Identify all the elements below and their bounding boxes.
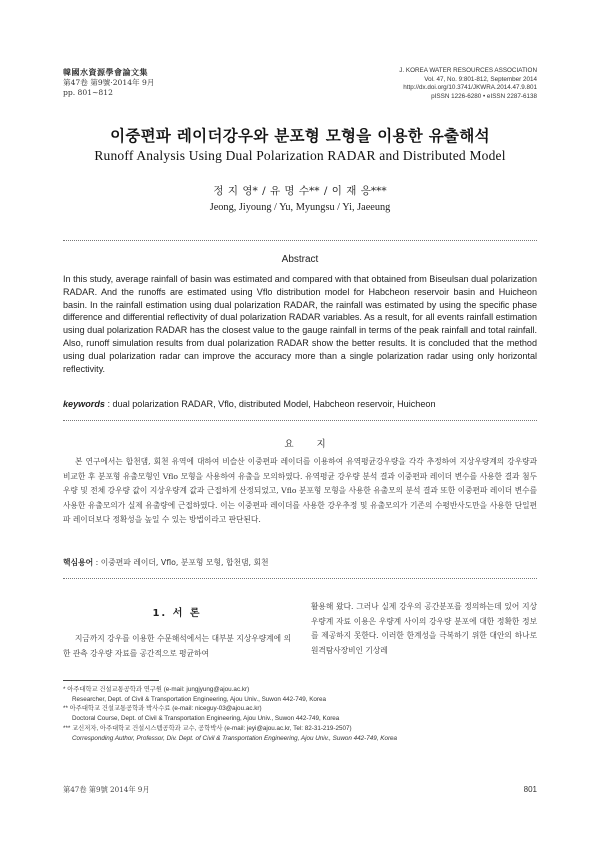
title-english: Runoff Analysis Using Dual Polarization RADAR and Distributed Model: [94, 148, 506, 163]
keywords-ko-line: [63, 557, 537, 568]
footnote-ko: * 아주대학교 건설교통공학과 연구원 (e-mail: jungjyung@ajou.ac.kr): [63, 686, 250, 693]
title-korean: 이중편파 레이더강우와 분포형 모형을 이용한 유출해석: [110, 127, 490, 145]
keywords-ko-label: 핵심용어: [63, 558, 94, 567]
issn: pISSN 1226-6280 • eISSN 2287-6138: [431, 92, 537, 100]
journal-header-right: [399, 67, 537, 101]
page-range: pp. 801∼812: [63, 88, 113, 97]
journal-name-ko: 韓國水資源學會論文集: [63, 67, 148, 77]
journal-header-left: [63, 67, 154, 99]
keywords-label: keywords: [63, 399, 105, 409]
divider-middle: [63, 420, 537, 421]
footnote-ko: *** 교신저자, 아주대학교 건설시스템공학과 교수, 공학박사 (e-mail: jeyi@ajou.ac.kr, Tel: 82-31-219-2507): [63, 724, 352, 732]
volume-en: Vol. 47, No. 9:801-812, September 2014: [424, 75, 537, 83]
keywords-text: : dual polarization RADAR, Vflo, distributed Model, Habcheon reservoir, Huicheon: [104, 399, 436, 409]
section-heading: 1. 서 론: [152, 608, 202, 619]
authors-english: Jeong, Jiyoung / Yu, Myungsu / Yi, Jaeeung: [209, 202, 391, 213]
footer-issue: 第47卷 第9號 2014年 9月: [63, 785, 150, 794]
doi-link[interactable]: http://dx.doi.org/10.3741/JKWRA.2014.47.9.801: [403, 84, 537, 92]
yoji-heading: 요 지: [284, 439, 336, 450]
yoji-paragraph: 본 연구에서는 합천댐, 회천 유역에 대하여 비슬산 이중편파 레이더를 이용하여 유역평균강우량을 각각 추정하여 지상우량계의 강우량과 비교한 후 분포형 유출모형인 Vflo 모형을 사용하여 유출을 모의하였다. 유역평균 강우량 분석 결과 이중편파 레이더 변수를 사용한 결과 첨두우량 및 전체 강우량 값이 지상우량계 값과 근접하게 산정되었고, Vflo 분포형 모형을 사용한 유출모의 분석 결과 또한 이중편파 레이더 변수를 사용한 유출모의가 실제 유출량에 근접하였다. 이는 이중편파 레이더를 사용한 강우추정 및 유출모의가 기존의 수평반사도만을 사용한 단일편파 레이더보다 정확성을 높일 수 있는 방법이라고 판단된다.: [63, 457, 537, 524]
intro-right-column: 활용해 왔다. 그러나 실제 강우의 공간분포를 정의하는데 있어 지상우량계 자료 이용은 우량계 사이의 강우량 분포에 대한 정확한 정보를 제공하지 못한다. 이러한 한계성을 극복하기 위한 대안의 하나로 원격탐사장비인 기상레: [311, 602, 537, 655]
keywords-line: [63, 399, 537, 409]
divider-bottom: [63, 578, 537, 579]
footnote-en: Researcher, Dept. of Civil & Transportation Engineering, Ajou Univ., Suwon 442-749, Korea: [72, 695, 326, 703]
footnote-ko: ** 아주대학교 건설교통공학과 박사수료 (e-mail: niceguy-03@ajou.ac.kr): [63, 705, 262, 713]
journal-name-en: J. KOREA WATER RESOURCES ASSOCIATION: [399, 67, 537, 74]
keywords-ko-text: : 이중편파 레이더, Vflo, 분포형 모형, 합천댐, 회천: [93, 558, 269, 567]
yoji-body: [63, 455, 537, 528]
divider-top: [63, 240, 537, 241]
footnote-en: Doctoral Course, Dept. of Civil & Transportation Engineering, Ajou Univ., Suwon 442-749, Korea: [72, 715, 340, 723]
volume-ko: 第47卷 第9號·2014年 9月: [63, 77, 155, 87]
footnote-en: Corresponding Author, Professor, Div. Dept. of Civil & Transportation Engineering, Ajou Univ., Suwon 442-749, Korea: [72, 734, 398, 742]
abstract-heading: Abstract: [281, 254, 319, 265]
authors-korean: 정 지 영* / 유 명 수** / 이 재 응***: [213, 185, 387, 197]
footnotes: [63, 685, 537, 743]
page-number: 801: [523, 785, 537, 794]
intro-left-column: 지금까지 강우를 이용한 수문해석에서는 대부분 지상우량계에 의한 관측 강우량 자료를 공간적으로 평균하여: [63, 634, 291, 658]
footnote-rule: [63, 680, 159, 681]
abstract-body: In this study, average rainfall of basin was estimated and compared with that obtained from Biseulsan dual polarization RADAR. And the runoffs are estimated using Vflo distribution model for Habcheon reservoir basin and Huicheon basin. In the rainfall estimation using dual polarization RADAR, the rainfall was estimated by using the specific phase difference and differential reflectivity of dual polarization RADAR variables. As a result, for all events rainfall estimation using dual polarization RADAR has the closest value to the gauge rainfall in terms of the peak rainfall and total rainfall. Also, runoff simulation results from dual polarization RADAR show the better results. It is concluded that the method using dual polarization radar can improve the accuracy more than a single polarization radar using only horizontal reflectivity.: [63, 274, 537, 374]
